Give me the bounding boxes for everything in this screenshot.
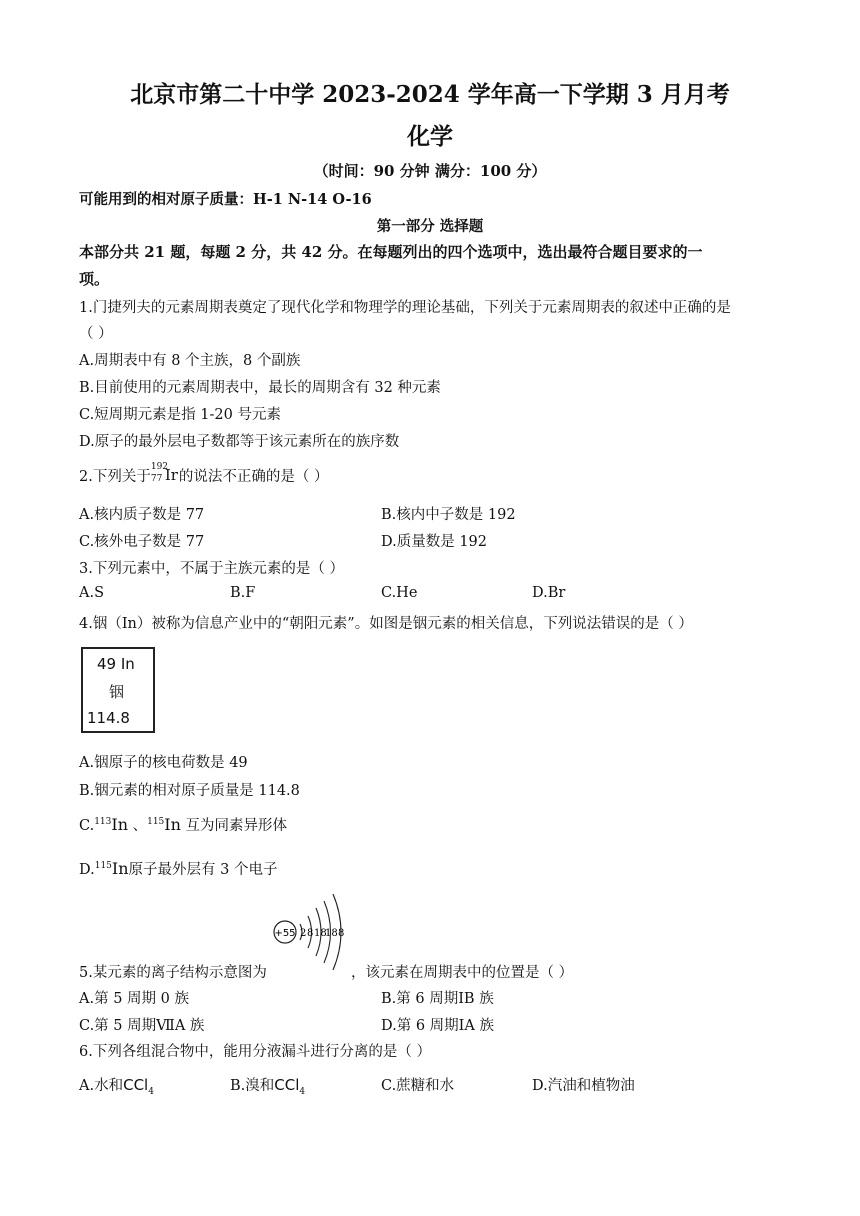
q2-option-a: A.核内质子数是 77: [79, 507, 205, 523]
q6-a-text: A.水和: [79, 1078, 124, 1094]
q6-option-a: [79, 1074, 154, 1097]
q4-d-text: 原子最外层有 3 个电子: [128, 862, 278, 878]
q6-option-c: C.蔗糖和水: [381, 1078, 455, 1094]
q4-stem: 4.铟（In）被称为信息产业中的“朝阳元素”。如图是铟元素的相关信息，下列说法错误的是（ ）: [79, 616, 693, 632]
q1-option-d: D.原子的最外层电子数都等于该元素所在的族序数: [79, 434, 400, 450]
q5-option-c: C.第 5 周期ⅦA 族: [79, 1018, 205, 1034]
q4-c-text: 互为同素异形体: [180, 818, 288, 834]
q6-b-formula: CCl: [274, 1076, 300, 1094]
q6-option-b: [230, 1074, 305, 1097]
q2-option-b: B.核内中子数是 192: [381, 507, 516, 523]
q2-option-c: C.核外电子数是 77: [79, 534, 205, 550]
section-intro-1: 本部分共 21 题，每题 2 分，共 42 分。在每题列出的四个选项中，选出最符合题目要求的一: [79, 243, 703, 261]
q3-stem: 3.下列元素中，不属于主族元素的是（ ）: [79, 561, 344, 577]
ion-structure-diagram: [270, 888, 356, 974]
shell-electrons-3: 18: [314, 928, 327, 939]
q4-option-b: B.铟元素的相对原子质量是 114.8: [79, 783, 300, 799]
shell-electrons-5: 8: [338, 928, 345, 939]
section-intro-2: 项。: [79, 270, 110, 288]
exam-title: 北京市第二十中学 2023-2024 学年高一下学期 3 月月考: [130, 81, 730, 108]
shell-electrons-1: 2: [300, 928, 307, 939]
q6-stem: 6.下列各组混合物中，能用分液漏斗进行分离的是（ ）: [79, 1044, 431, 1060]
q3-option-c: C.He: [381, 585, 418, 601]
time-score: （时间：90 分钟 满分：100 分）: [313, 162, 547, 180]
shell-electrons-2: 8: [307, 928, 314, 939]
q1-stem: 1.门捷列夫的元素周期表奠定了现代化学和物理学的理论基础，下列关于元素周期表的叙述中正确的是: [79, 300, 731, 316]
ir-mass-number: 192: [150, 462, 169, 472]
q2-stem: [79, 462, 329, 486]
element-card-number: 49 In: [97, 655, 135, 673]
q1-option-c: C.短周期元素是指 1-20 号元素: [79, 407, 281, 423]
q4-option-c: [79, 814, 287, 835]
q3-option-a: A.S: [79, 585, 105, 601]
q4-c-symbol-2: In: [164, 815, 181, 834]
shell-electrons-4: 18: [325, 928, 338, 939]
q1-option-a: A.周期表中有 8 个主族，8 个副族: [79, 353, 301, 369]
q6-a-subscript: 4: [148, 1086, 154, 1097]
q4-option-d: [79, 858, 277, 879]
q5-stem-pre: 5.某元素的离子结构示意图为: [79, 965, 267, 981]
q6-option-d: D.汽油和植物油: [532, 1078, 635, 1094]
element-card-name: 铟: [109, 683, 125, 701]
q6-b-text: B.溴和: [230, 1078, 275, 1094]
q4-c-label: C.: [79, 818, 95, 834]
q2-option-d: D.质量数是 192: [381, 534, 488, 550]
ir-nuclide: [150, 462, 179, 484]
q6-b-subscript: 4: [299, 1086, 306, 1097]
subject-title: 化学: [407, 123, 453, 150]
q4-d-mass: 115: [94, 861, 112, 872]
q4-c-separator: 、: [128, 818, 148, 834]
ir-atomic-number: 77: [150, 474, 163, 484]
atomic-masses: 可能用到的相对原子质量：H-1 N-14 O-16: [79, 191, 372, 208]
q5-option-d: D.第 6 周期ⅠA 族: [381, 1018, 494, 1034]
nucleus-charge: +55: [274, 928, 296, 939]
indium-element-card: [81, 647, 155, 733]
q4-d-symbol: In: [111, 859, 129, 878]
q1-stem-bracket: （ ）: [79, 326, 113, 342]
q4-c-mass-2: 115: [147, 817, 165, 828]
section-title: 第一部分 选择题: [376, 218, 484, 235]
q4-d-label: D.: [79, 862, 95, 878]
q4-c-symbol-1: In: [111, 815, 128, 834]
q5-option-a: A.第 5 周期 0 族: [79, 991, 189, 1007]
q4-option-a: A.铟原子的核电荷数是 49: [79, 755, 248, 771]
q2-stem-post: 的说法不正确的是（ ）: [178, 469, 329, 485]
q5-stem-post: ，该元素在周期表中的位置是（ ）: [351, 965, 574, 981]
q2-stem-pre: 2.下列关于: [79, 469, 151, 485]
q3-option-b: B.F: [230, 585, 256, 601]
q1-option-b: B.目前使用的元素周期表中，最长的周期含有 32 种元素: [79, 380, 441, 396]
q4-c-mass-1: 113: [94, 817, 112, 828]
q6-a-formula: CCl: [123, 1076, 149, 1094]
q3-option-d: D.Br: [532, 585, 566, 601]
q5-option-b: B.第 6 周期ⅠB 族: [381, 991, 494, 1007]
ir-symbol: Ir: [164, 466, 178, 484]
element-card-mass: 114.8: [87, 709, 130, 727]
